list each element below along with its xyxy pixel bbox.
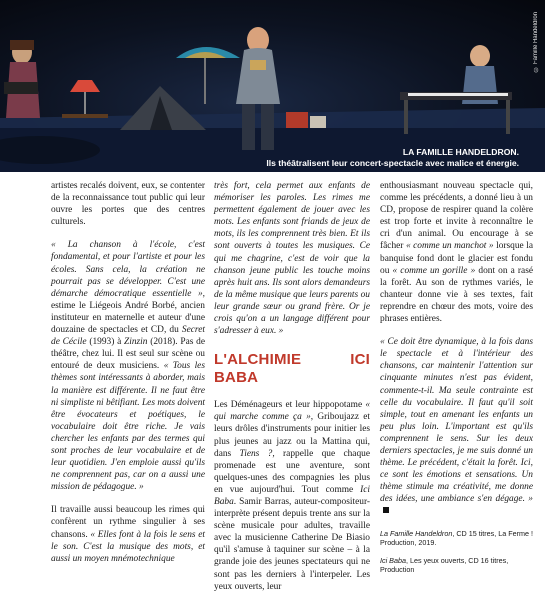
end-of-article-mark xyxy=(383,507,389,513)
section-heading: L'ALCHIMIE ICI BABA xyxy=(214,351,370,387)
article-column-3 xyxy=(380,180,533,575)
quote: « Tous les thèmes sont intéressants à aborder, mais la manière est différente. Il ne faut être ni simpliste ni bêtifiant. Les mots doivent être évocateurs et poétiques, le vocabulaire doit être riche. Je vais chercher les enfants par des termes qui sont proches de leur vocabulaire et de leur quotidien. J'en emploie aussi qu'ils ne comprennent pas, car on a aussi une mission de pédagogue. » xyxy=(51,361,205,493)
info-box-1: La Famille Handeldron, CD 15 titres, La Ferme ! Production, 2019. xyxy=(380,528,534,548)
paragraph: Il travaille aussi beaucoup les rimes qui confèrent un rythme singulier à ses chansons. « Elles font à la fois le sens et le son. C'est la musique des mots, et aussi un moyen mnémotechnique xyxy=(51,505,205,564)
photo-caption xyxy=(266,147,519,169)
quote: « qui marche comme ça » xyxy=(214,400,370,423)
info-title: Ici Baba xyxy=(380,555,406,565)
left-musician xyxy=(4,40,40,118)
box-prop xyxy=(310,116,326,128)
umbrella-prop xyxy=(176,47,240,104)
work-title: Ici Baba xyxy=(214,484,370,507)
quote: « comme un manchot » xyxy=(405,241,494,252)
paragraph: « La chanson à l'école, c'est fondamental, et pour l'artiste et pour les écoles. Sans cela, la création ne pourrait pas se développer. C'est une démarche démocratique essentielle », estime le Liégeois André Borbé, ancien instituteur en maternelle et auteur d'une douzaine de spectacles et CD, du Secret de Cécile (1993) à Zinzin (2018). Pas de théâtre, chez lui. Il est seul sur scène ou entouré de deux musiciens. « Tous les thèmes sont intéressants à aborder, mais la manière est différente. Il ne faut être ni simpliste ni bêtifiant. Les mots doivent être évocateurs et poétiques, le vocabulaire doit être riche. Je vais chercher les enfants par des termes qui sont proches de leur vocabulaire et de leur quotidien. J'en emploie aussi qu'ils ne comprennent pas, car on a aussi une mission de pédagogue. » xyxy=(51,240,205,493)
quote: « La chanson à l'école, c'est fondamental, et pour l'artiste et pour les écoles. Sans cela, la création ne pourrait pas se développer. C'est une démarche démocratique essentielle », xyxy=(51,240,205,299)
paragraph: artistes recalés doivent, eux, se contenter de la reconnaissance tout public qui leur ouvre les portes que des centres culturels. xyxy=(51,181,205,228)
quote-paragraph: très fort, cela permet aux enfants de mémoriser les paroles. Les rimes me permettent également de jouer avec les mots. Les enfants sont friands de jeux de mots, ils les comprennent très bien. Et ils sont ouverts à toutes les musiques. Ce qui me chagrine, c'est de voir que la chanson jeune public les touche moins après huit ans. Ils sont alors demandeurs de la même musique que leurs parents ou leur grande sœur ou grand frère. Or je crois qu'on a un langage différent pour s'adresser à eux. » xyxy=(214,181,370,337)
work-title: Zinzin xyxy=(124,337,148,348)
quote: « comme un gorille » xyxy=(392,265,476,276)
caption-text: Ils théâtralisent leur concert-spectacle avec malice et énergie. xyxy=(266,158,519,168)
info-box-2: Ici Baba, Les yeux ouverts, CD 16 titres, Production xyxy=(380,555,509,575)
article-column-1 xyxy=(51,180,205,576)
quote-paragraph: « Ce doit être dynamique, à la fois dans le spectacle et à l'intérieur des chansons, car maintenir l'attention sur cinquante minutes n'est pas évident, commente-t-il. Ma seule contrainte est celle du vocabulaire. Il faut qu'il soit simple, tout en amenant les enfants un peu plus loin. L'important est qu'ils comprennent le sens. Sur les deux derniers spectacles, je me suis donné un thème. Le précédent, c'était la forêt. Ici, ce sont les émotions et sensations. Un thème stimule ma créativité, me donne des idées, une ambiance s'en dégage. » xyxy=(380,336,533,517)
caption-title: LA FAMILLE HANDELDRON. xyxy=(402,147,519,157)
photo-credit: © Famille Handeldron xyxy=(533,12,539,72)
paragraph: enthousiasmant nouveau spectacle qui, comme les précédents, a donné lieu à un CD, propose de respirer quand la colère est trop forte et invite à reconnaître le cri d'un animal. Ou encourage à se fâcher « comme un manchot » lorsque la banquise fond dont le glacier est fondu ou « comme un gorille » dont on a rasé la forêt. Au son de rythmes variés, le chanteur donne vie à ses textes, fait reprendre en chœur des mots, voire des phrases entières. xyxy=(380,181,534,325)
lamp-table xyxy=(62,80,108,118)
stage-photo xyxy=(0,0,545,172)
work-title: Tiens ? xyxy=(239,448,273,459)
article-column-2 xyxy=(214,180,370,604)
info-title: La Famille Handeldron xyxy=(380,528,453,538)
work-title: Secret de Cécile xyxy=(51,325,205,348)
quote: « Elles font à la fois le sens et le son. C'est la musique des mots, et aussi un moyen mnémotechnique xyxy=(51,529,205,564)
paragraph: Les Déménageurs et leur hippopotame « qui marche comme ça », Griboujazz et leurs drôles d'instruments pour initier les plus jeunes au jazz ou la Mattina qui, dans Tiens ?, rappelle que chaque promenade est une aventure, sont quelques-unes des compagnies les plus en vue aujourd'hui. Tout comme Ici Baba. Samir Barras, auteur-compositeur-interprète présent depuis trente ans sur la scène musicale pour adultes, travaille avec la musicienne Catherine De Biasio qu'il s'amuse à taquiner sur scène – à la grande joie des jeunes spectateurs qui ne sont pas les derniers à l'interpeler. Les yeux ouverts, leur xyxy=(214,400,370,592)
red-bag xyxy=(286,112,308,128)
